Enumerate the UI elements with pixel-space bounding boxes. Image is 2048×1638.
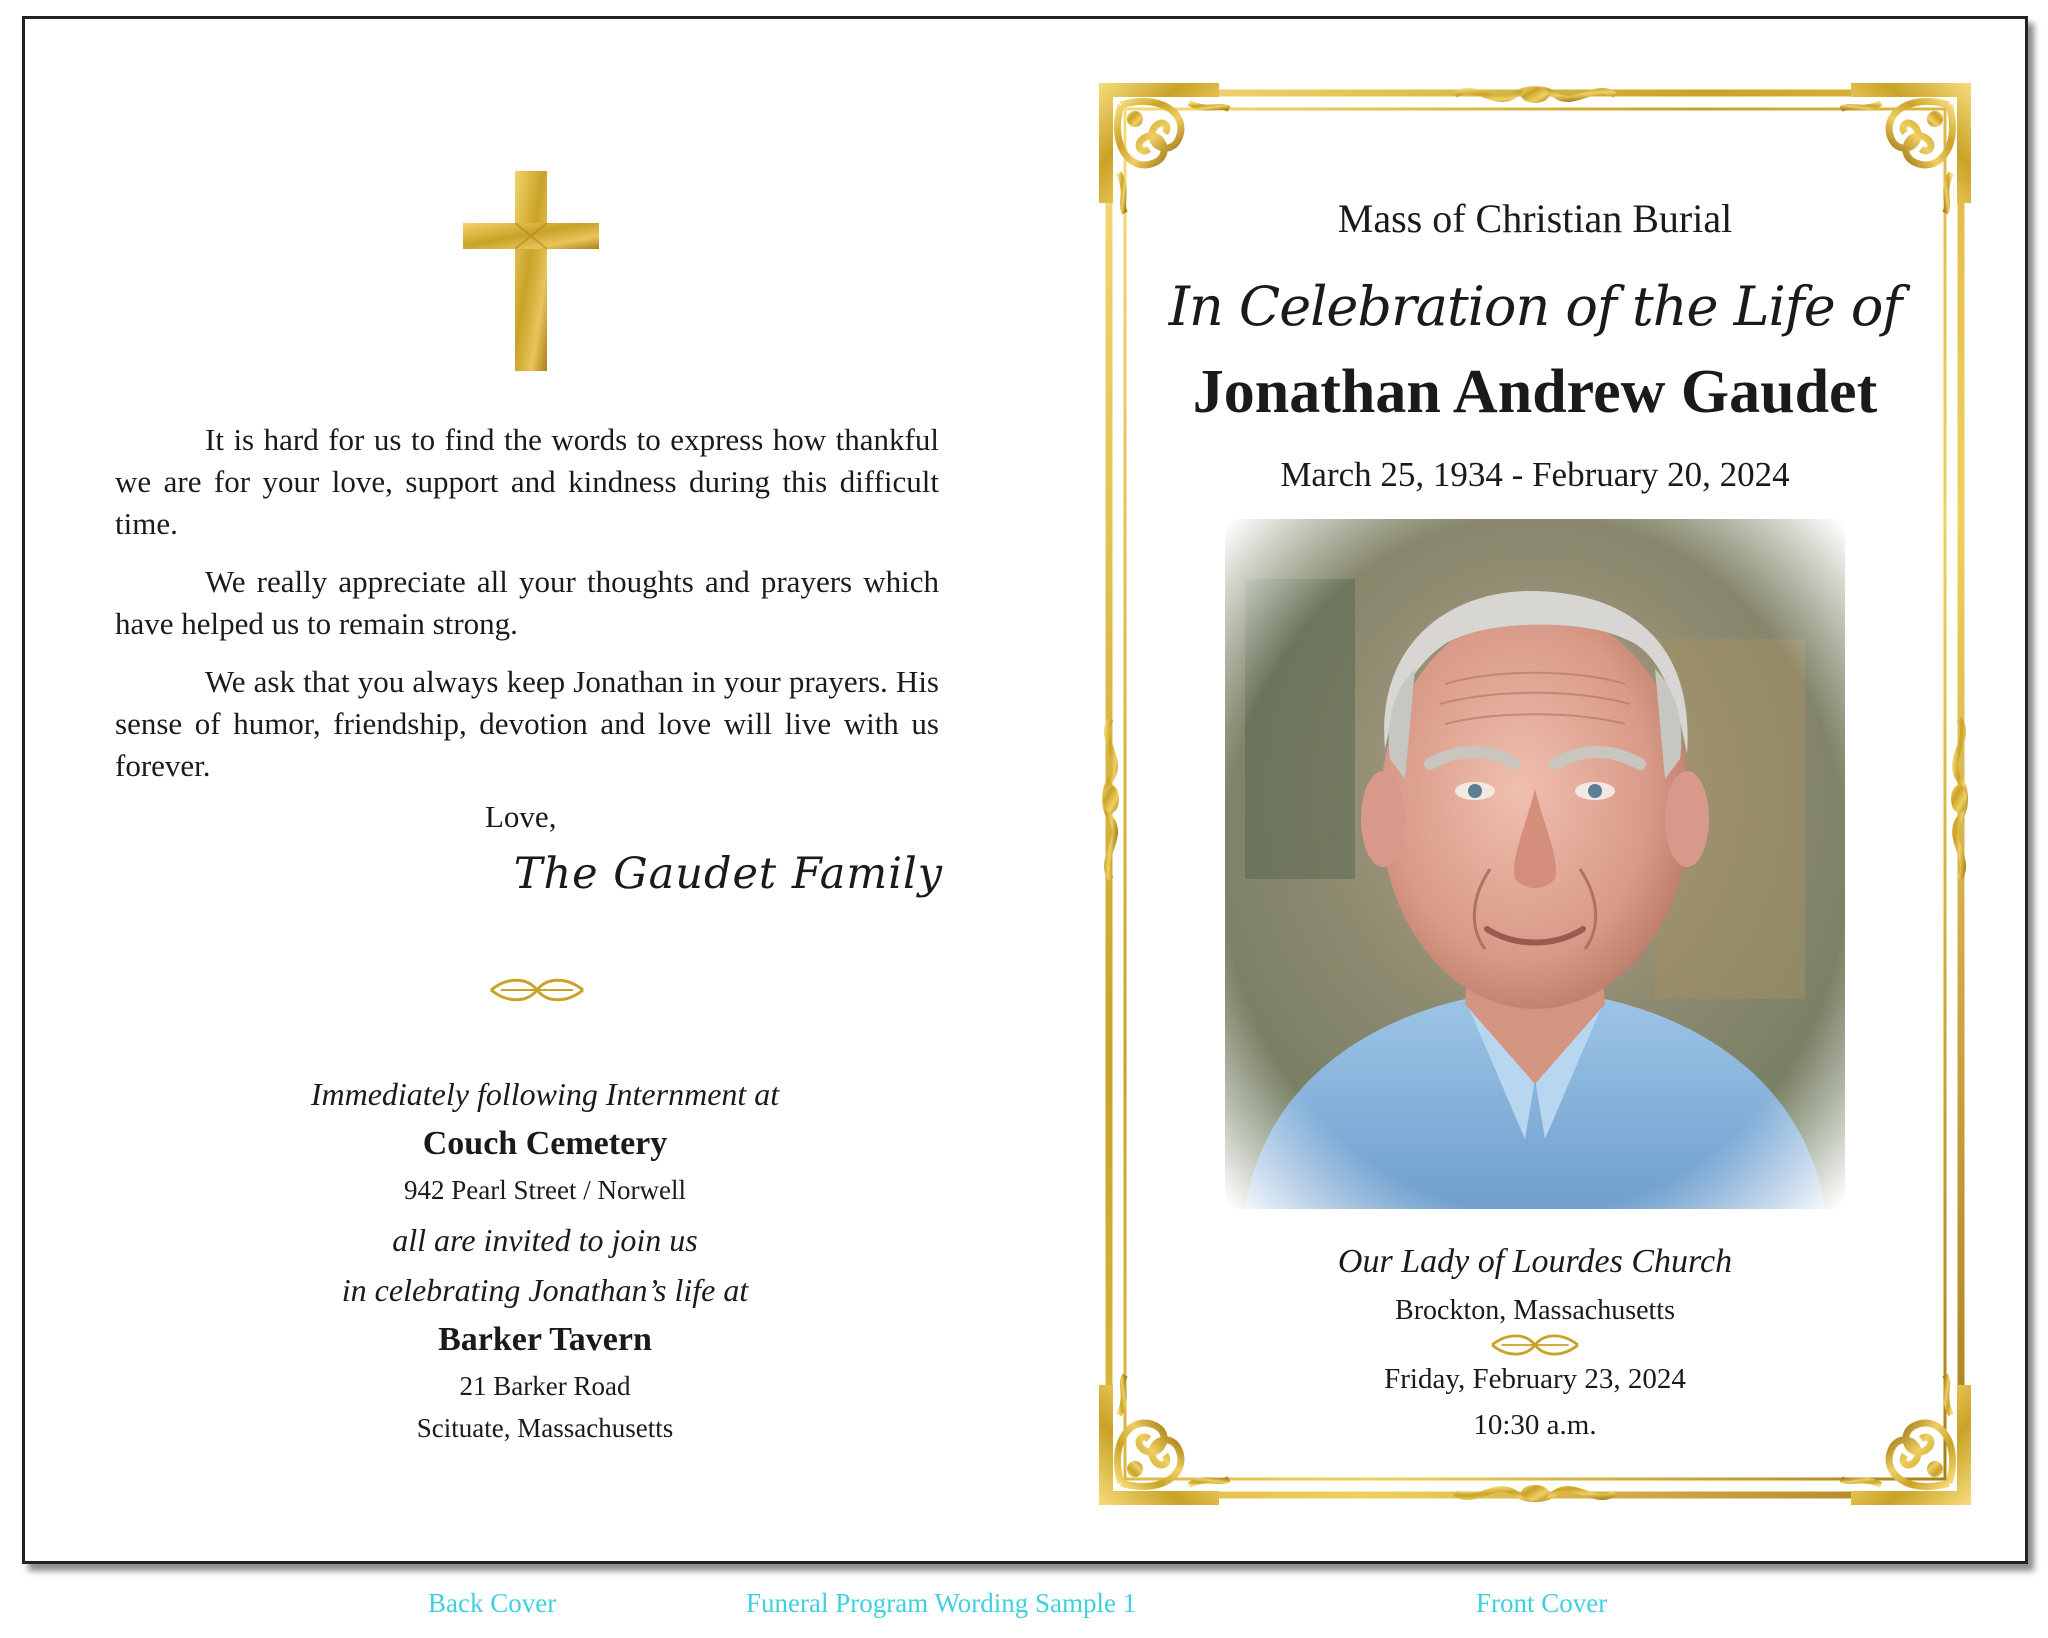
cemetery-name: Couch Cemetery <box>422 1125 668 1162</box>
celebration-line: In Celebration of the Life of <box>1168 275 1902 338</box>
internment-intro: Immediately following Internment at <box>310 1076 780 1112</box>
tavern-address-1: 21 Barker Road <box>459 1371 631 1401</box>
portrait-photo <box>1225 519 1845 1209</box>
deceased-name: Jonathan Andrew Gaudet <box>1192 358 1878 426</box>
service-date: Friday, February 23, 2024 <box>1384 1363 1686 1395</box>
cemetery-address: 942 Pearl Street / Norwell <box>404 1175 686 1205</box>
program-sheet <box>22 16 2028 1564</box>
message-paragraph-3: We ask that you always keep Jonathan in your prayers. His sense of humor, friendship, devotion and love will live with us forever. <box>115 664 939 783</box>
back-cover-panel <box>25 19 1035 1561</box>
caption-front-cover: Front Cover <box>1476 1588 1608 1618</box>
message-paragraph-1: It is hard for us to find the words to express how thankful we are for your love, support and kindness during this difficult time. <box>115 422 939 541</box>
family-signature: The Gaudet Family <box>513 849 943 899</box>
church-name: Our Lady of Lourdes Church <box>1337 1243 1733 1280</box>
front-flourish-icon <box>1487 1331 1583 1359</box>
message-paragraph-2: We really appreciate all your thoughts and prayers which have helped us to remain strong. <box>115 564 939 641</box>
closing-text: Love, <box>485 799 557 834</box>
invite-line-2: in celebrating Jonathan’s life at <box>341 1272 749 1308</box>
church-city: Brockton, Massachusetts <box>1395 1295 1675 1326</box>
tavern-name: Barker Tavern <box>438 1321 652 1358</box>
flourish-icon <box>487 975 587 1005</box>
tavern-address-2: Scituate, Massachusetts <box>416 1413 674 1443</box>
cross-icon <box>463 171 599 371</box>
life-dates: March 25, 1934 - February 20, 2024 <box>1280 455 1790 494</box>
service-time: 10:30 a.m. <box>1473 1409 1597 1441</box>
service-title: Mass of Christian Burial <box>1337 196 1733 241</box>
reception-details <box>185 1069 905 1449</box>
caption-sample-title: Funeral Program Wording Sample 1 <box>746 1588 1137 1618</box>
invite-line-1: all are invited to join us <box>392 1222 698 1258</box>
caption-back-cover: Back Cover <box>428 1588 557 1618</box>
front-cover-panel <box>1095 79 1975 1509</box>
thank-you-message <box>115 419 939 803</box>
